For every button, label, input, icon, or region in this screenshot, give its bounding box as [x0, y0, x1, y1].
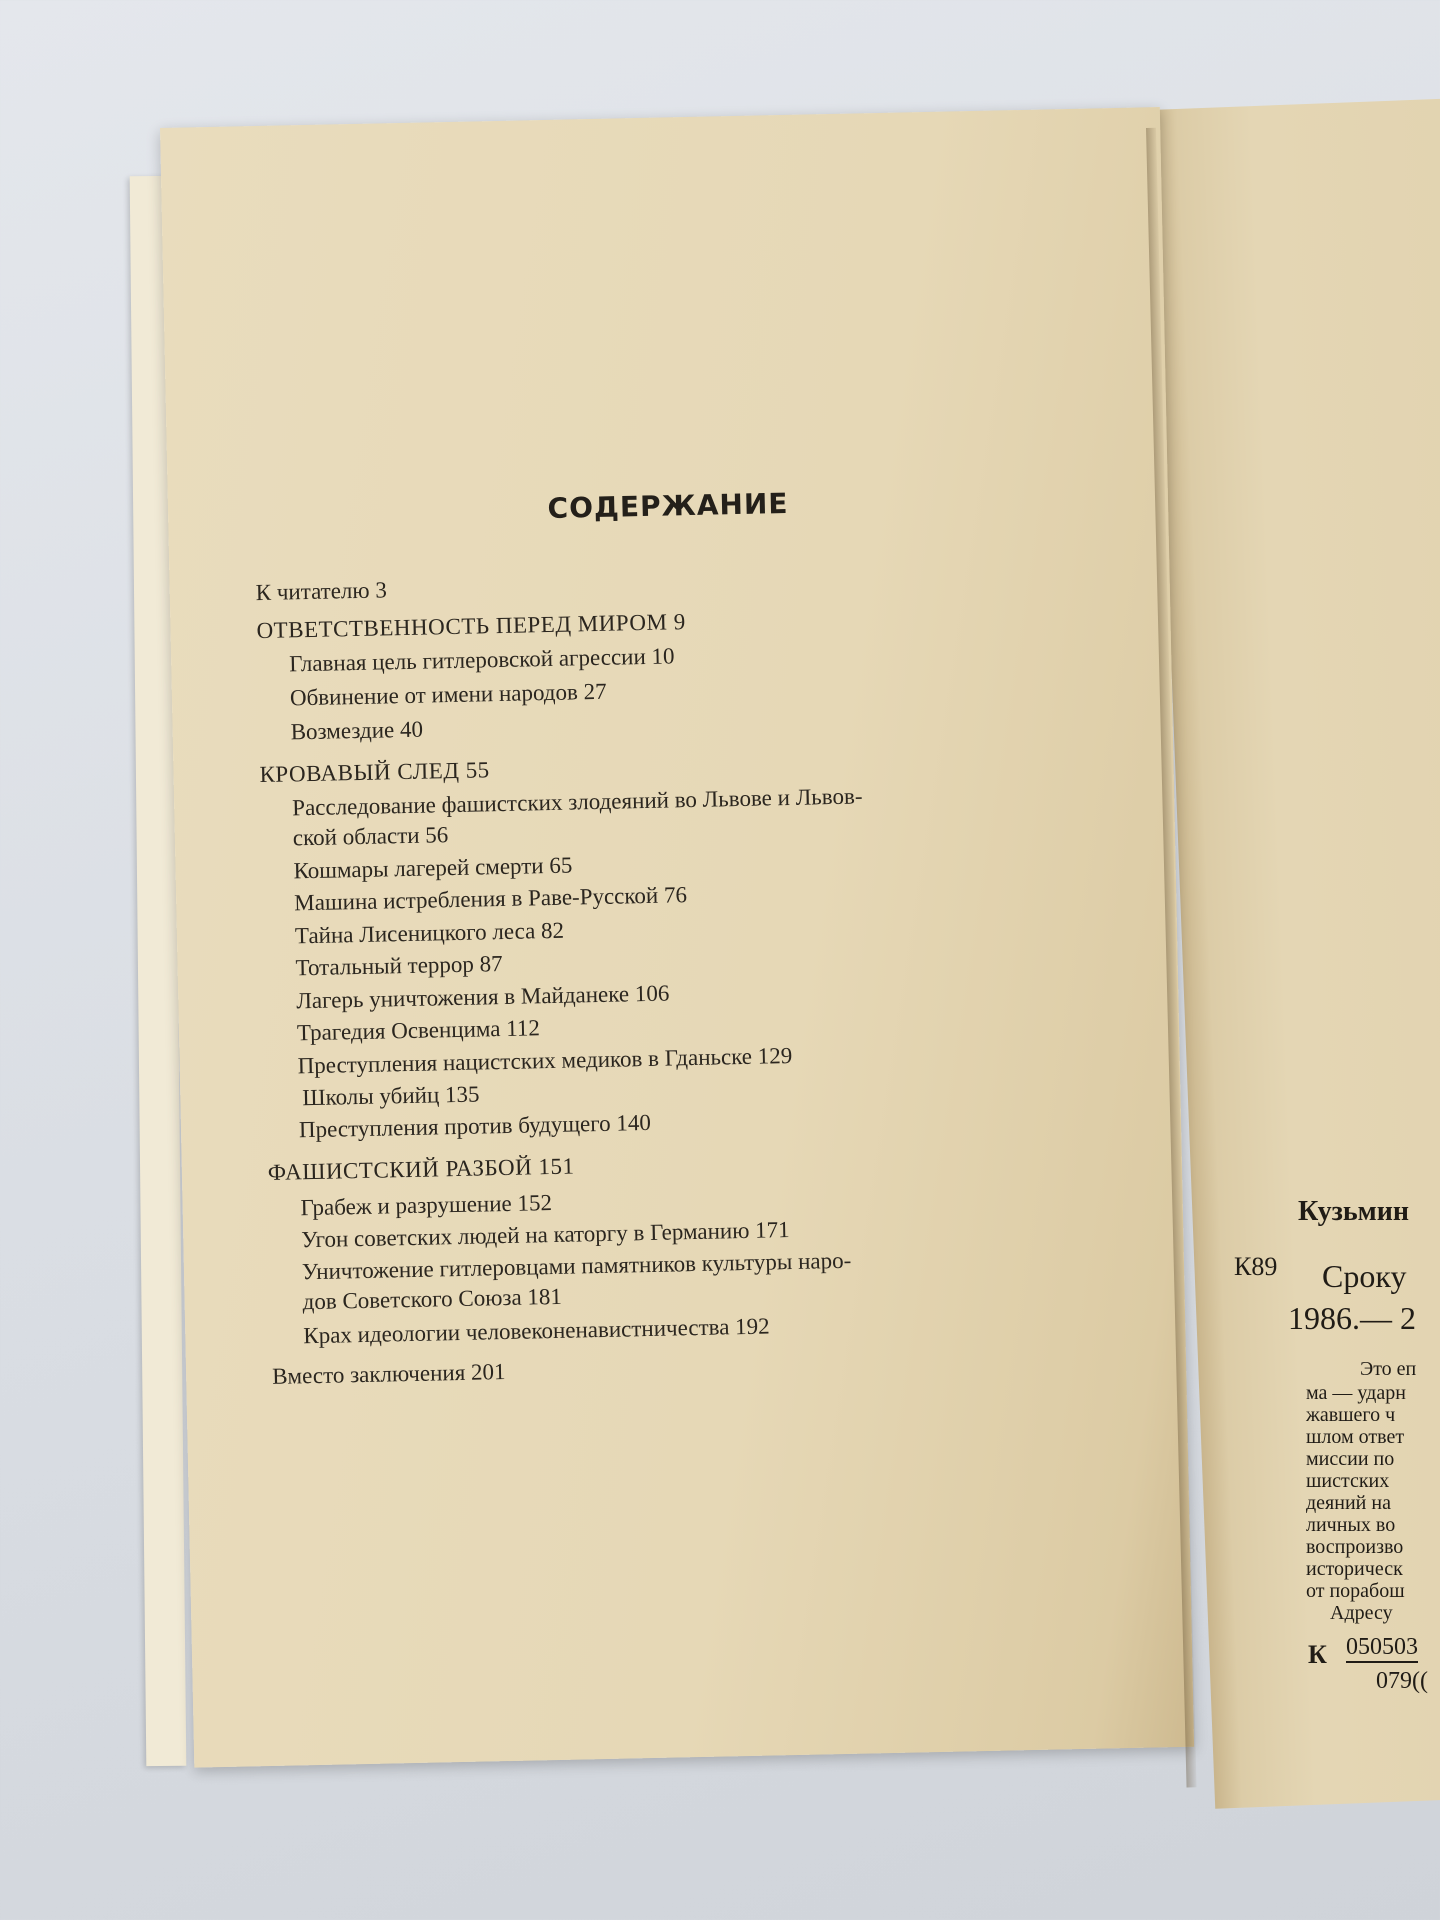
toc-entry: Вместо заключения 201 [271, 1359, 506, 1389]
right-page-title: Сроку [1322, 1258, 1407, 1294]
right-page-text: шистских [1306, 1470, 1390, 1492]
toc-entry: дов Советского Союза 181 [302, 1283, 563, 1315]
toc-entry: Машина истребления в Раве-Русской 76 [293, 882, 688, 916]
toc-entry: Возмездие 40 [290, 716, 424, 745]
right-page-text: жавшего ч [1306, 1404, 1396, 1426]
right-page-text: ма — ударн [1306, 1382, 1406, 1404]
right-page-text: личных во [1306, 1514, 1396, 1536]
right-page-index-top: 050503 [1346, 1634, 1418, 1663]
toc-entry: Школы убийц 135 [302, 1081, 480, 1111]
toc-entry: Угон советских людей на каторгу в Германию 171 [301, 1217, 790, 1253]
toc-entry: Грабеж и разрушение 152 [300, 1190, 553, 1221]
toc-entry: Преступления против будущего 140 [298, 1109, 652, 1143]
toc-entry: Главная цель гитлеровской агрессии 10 [288, 643, 675, 677]
right-page-text: историческ [1306, 1558, 1403, 1580]
left-page [160, 107, 1194, 1768]
right-page-code: К89 [1234, 1252, 1278, 1281]
toc-section: ФАШИСТСКИЙ РАЗБОЙ 151 [267, 1153, 575, 1185]
right-page-text: воспроизво [1306, 1536, 1404, 1558]
right-page-text: Это еп [1360, 1358, 1417, 1380]
toc-entry: Крах идеологии человеконенавистничества 192 [303, 1313, 770, 1349]
right-page-index-letter: К [1308, 1640, 1327, 1669]
toc-entry: ской области 56 [292, 822, 449, 851]
toc-entry: Обвинение от имени народов 27 [289, 678, 607, 711]
toc-entry: Уничтожение гитлеровцами памятников культуры наро- [301, 1247, 852, 1285]
right-page-year: 1986.— 2 [1288, 1300, 1416, 1336]
right-page-index-bottom: 079(( [1376, 1668, 1428, 1694]
right-page-author: Кузьмин [1298, 1196, 1410, 1227]
toc-section: ОТВЕТСТВЕННОСТЬ ПЕРЕД МИРОМ 9 [256, 609, 686, 644]
toc-entry: Преступления нацистских медиков в Гданьске 129 [297, 1042, 793, 1079]
right-page-text: шлом ответ [1306, 1426, 1405, 1448]
toc-entry: Тайна Лисеницкого леса 82 [294, 917, 565, 949]
toc-entry: Расследование фашистских злодеяний во Львове и Львов- [292, 783, 863, 821]
toc-entry: К читателю 3 [255, 577, 388, 606]
toc-entry: Кошмары лагерей смерти 65 [293, 852, 573, 884]
right-page-text: от порабош [1306, 1580, 1405, 1602]
toc-title: СОДЕРЖАНИЕ [547, 486, 789, 525]
toc-section: КРОВАВЫЙ СЛЕД 55 [259, 757, 490, 788]
toc-entry: Лагерь уничтожения в Майданеке 106 [296, 980, 670, 1014]
right-page-text: деяний на [1306, 1492, 1391, 1514]
toc-entry: Трагедия Освенцима 112 [296, 1015, 541, 1046]
toc-entry: Тотальный террор 87 [295, 951, 503, 981]
table-of-contents [160, 107, 1194, 1768]
right-page-text: Адресу [1330, 1602, 1393, 1624]
right-page-text: миссии по [1306, 1448, 1395, 1470]
